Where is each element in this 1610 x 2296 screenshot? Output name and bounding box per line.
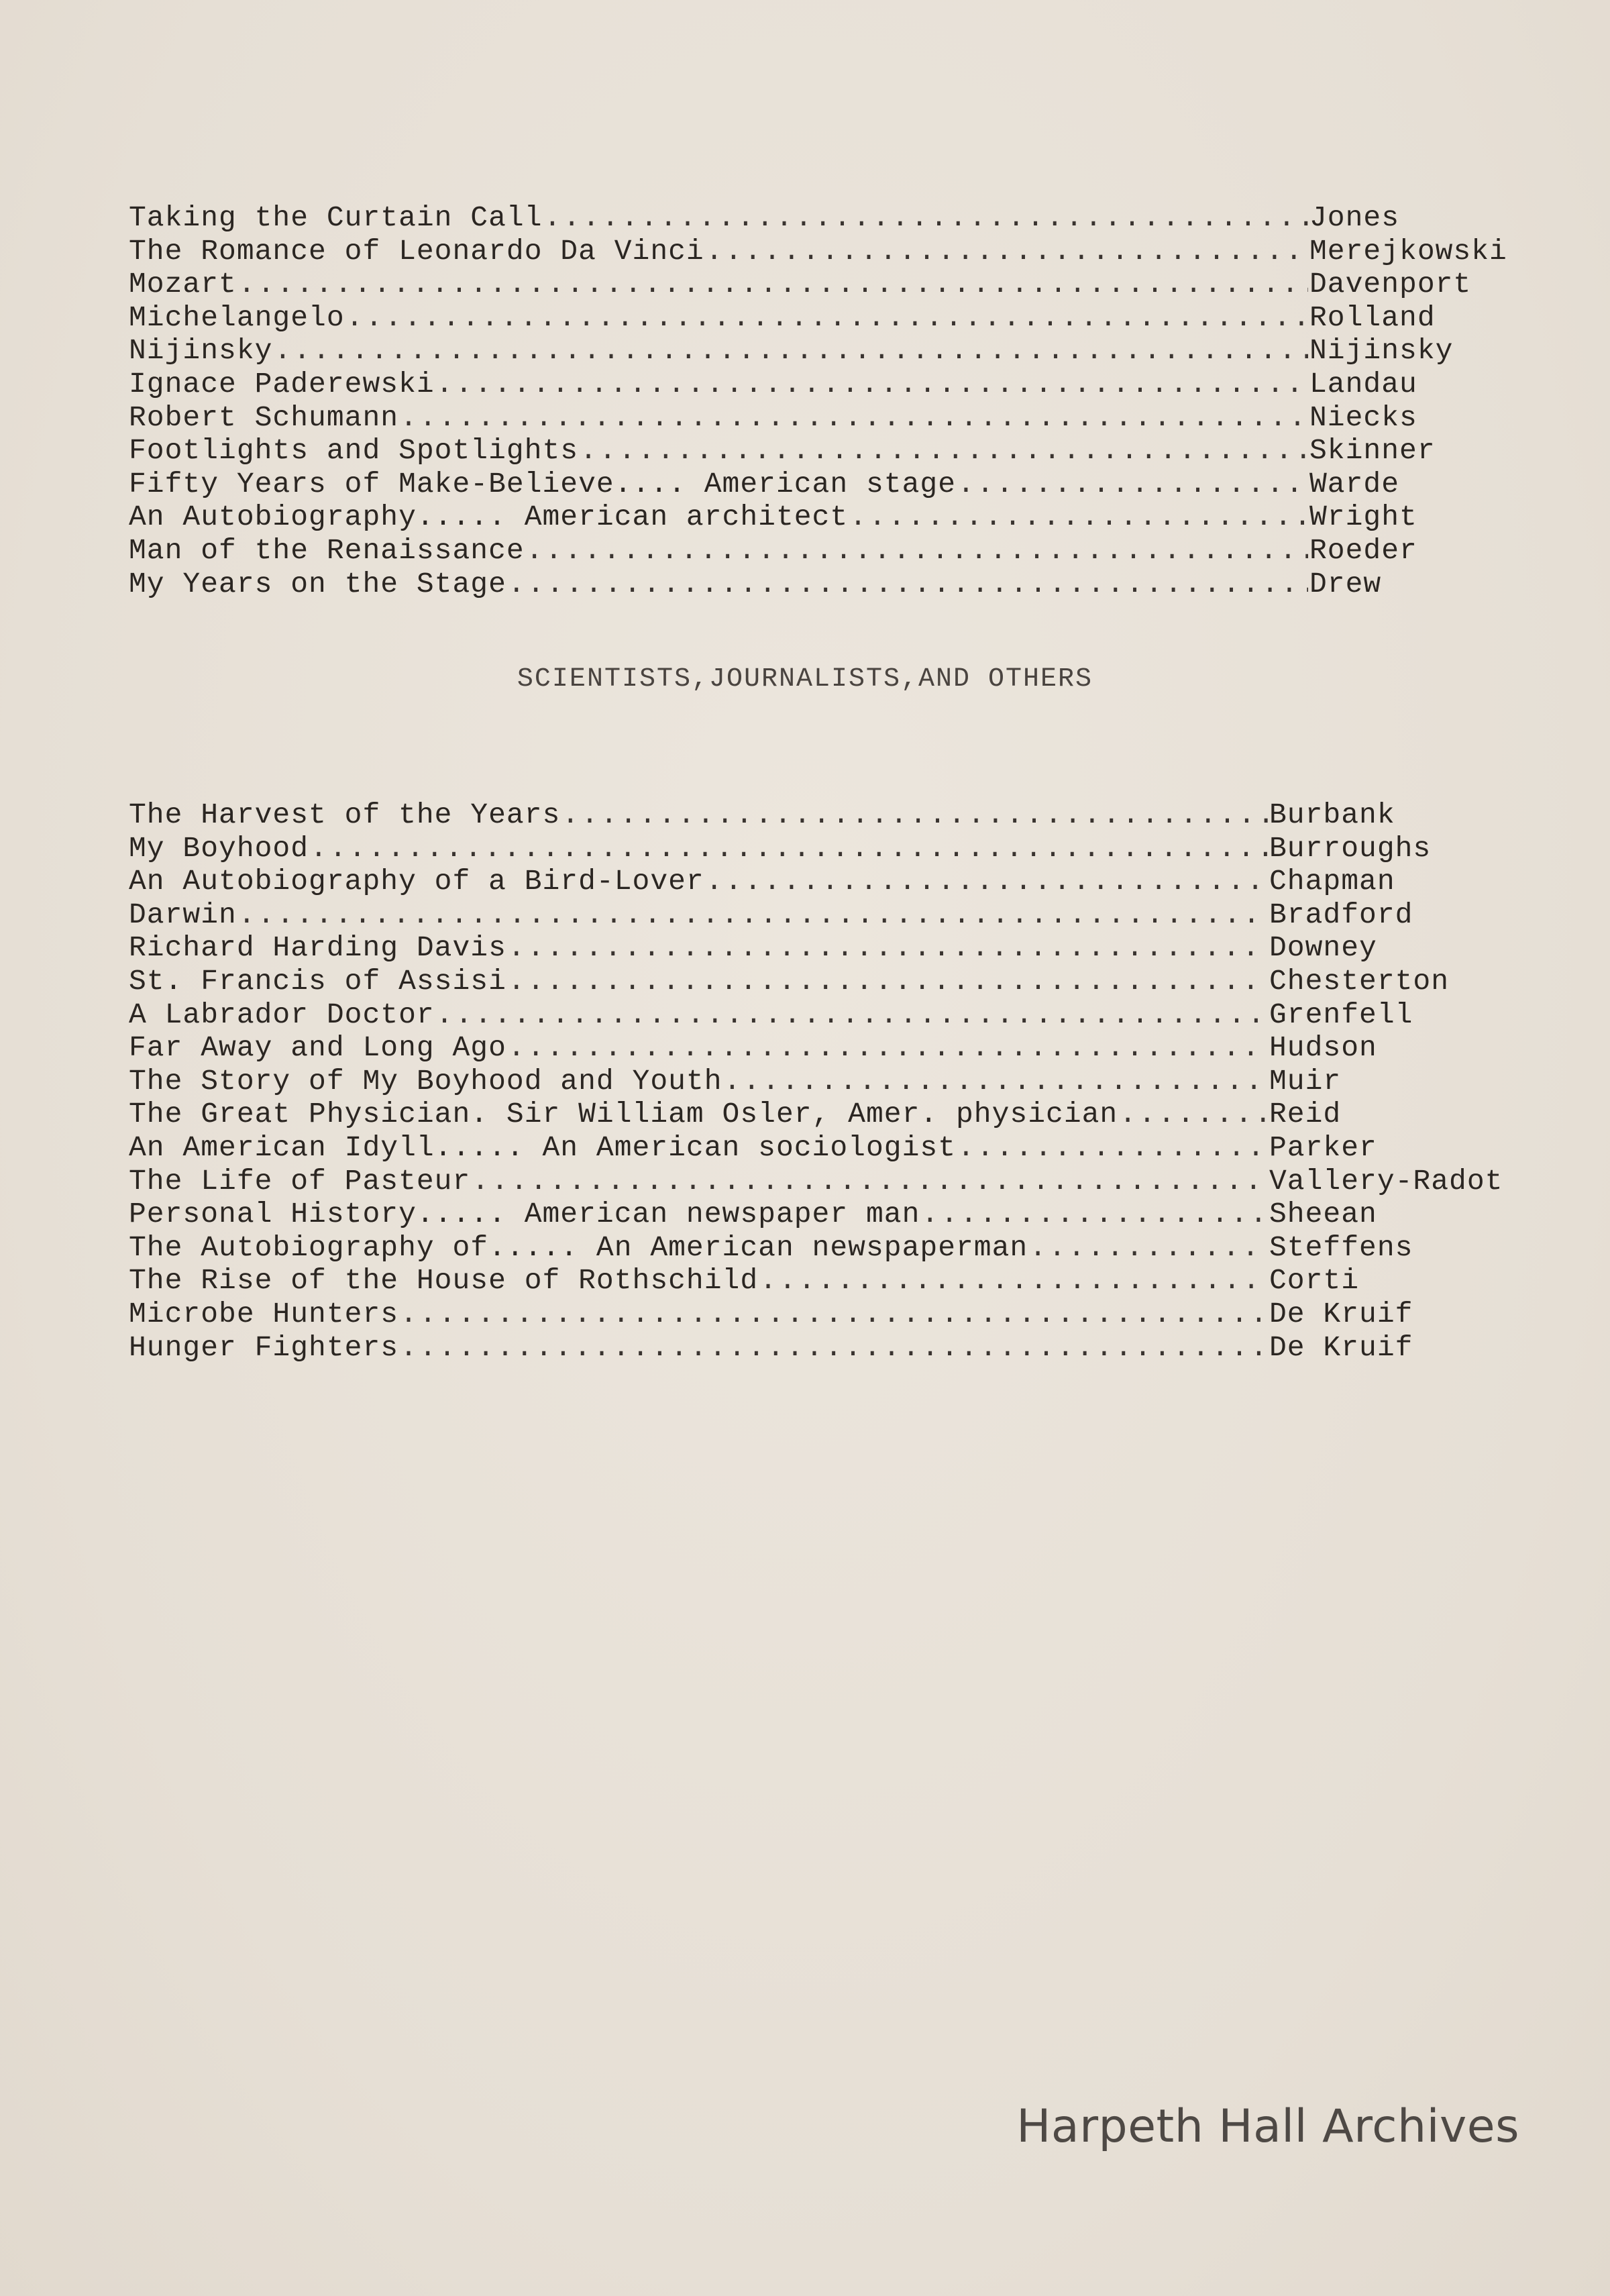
list-item xyxy=(129,368,1531,401)
list-item xyxy=(129,1264,1531,1298)
leader-dots xyxy=(921,1198,1268,1231)
book-author: Merejkowski xyxy=(1309,234,1507,268)
leader-dots xyxy=(759,1264,1268,1297)
book-title: An Autobiography..... American architect xyxy=(129,501,849,534)
book-title: The Harvest of the Years xyxy=(129,798,561,831)
book-author: Grenfell xyxy=(1269,998,1413,1031)
book-title: The Great Physician. Sir William Osler, Amer. physician xyxy=(129,1098,1118,1131)
book-author: Muir xyxy=(1269,1064,1342,1098)
book-author: De Kruif xyxy=(1269,1330,1413,1364)
book-title: Darwin xyxy=(129,898,237,931)
book-title: The Autobiography of..... An American newspaperman xyxy=(129,1231,1028,1264)
book-title: The Romance of Leonardo Da Vinci xyxy=(129,234,704,268)
book-title: Robert Schumann xyxy=(129,401,399,434)
leader-dots xyxy=(580,434,1308,467)
list-item xyxy=(129,832,1531,866)
list-item xyxy=(129,501,1531,534)
book-title: My Years on the Stage xyxy=(129,567,506,601)
leader-dots xyxy=(706,865,1268,898)
leader-dots xyxy=(526,534,1308,567)
book-author: Vallery-Radot xyxy=(1269,1164,1503,1198)
leader-dots xyxy=(508,965,1268,998)
book-title: Hunger Fighters xyxy=(129,1330,399,1364)
list-item xyxy=(129,865,1531,898)
list-item xyxy=(129,301,1531,335)
leader-dots xyxy=(346,301,1308,334)
leader-dots xyxy=(957,1131,1268,1164)
leader-dots xyxy=(400,1331,1268,1364)
list-item xyxy=(129,334,1531,368)
list-item xyxy=(129,965,1531,998)
book-title: The Life of Pasteur xyxy=(129,1164,471,1198)
leader-dots xyxy=(508,1031,1268,1064)
leader-dots xyxy=(274,334,1308,367)
book-title: Far Away and Long Ago xyxy=(129,1031,506,1065)
book-title: Mozart xyxy=(129,268,237,301)
book-title: An American Idyll..... An American sociologist xyxy=(129,1131,956,1164)
book-title: The Story of My Boyhood and Youth xyxy=(129,1064,722,1098)
book-author: Steffens xyxy=(1269,1231,1413,1264)
book-list-arts xyxy=(129,201,1531,601)
list-item xyxy=(129,898,1531,932)
book-author: Reid xyxy=(1269,1098,1342,1131)
list-item xyxy=(129,931,1531,965)
book-author: Roeder xyxy=(1309,533,1417,567)
leader-dots xyxy=(238,268,1308,301)
book-author: Drew xyxy=(1309,567,1382,601)
leader-dots xyxy=(400,1298,1268,1330)
list-item xyxy=(129,568,1531,601)
list-item xyxy=(129,1065,1531,1098)
book-author: Hudson xyxy=(1269,1031,1377,1065)
list-item xyxy=(129,1131,1531,1165)
book-author: Parker xyxy=(1269,1131,1377,1164)
book-title: An Autobiography of a Bird-Lover xyxy=(129,865,704,898)
book-title: St. Francis of Assisi xyxy=(129,964,506,998)
leader-dots xyxy=(310,832,1268,865)
leader-dots xyxy=(238,898,1268,931)
leader-dots xyxy=(472,1165,1268,1198)
book-author: Jones xyxy=(1309,201,1400,234)
book-list-scientists xyxy=(129,798,1531,1364)
book-author: Downey xyxy=(1269,931,1377,965)
list-item xyxy=(129,434,1531,468)
leader-dots xyxy=(706,235,1308,268)
list-item xyxy=(129,798,1531,832)
book-title: Footlights and Spotlights xyxy=(129,434,579,468)
leader-dots xyxy=(1029,1231,1268,1264)
list-item xyxy=(129,468,1531,501)
leader-dots xyxy=(849,501,1308,533)
list-item xyxy=(129,1198,1531,1231)
leader-dots xyxy=(436,368,1308,401)
leader-dots xyxy=(508,568,1308,601)
list-item xyxy=(129,268,1531,301)
book-author: De Kruif xyxy=(1269,1297,1413,1330)
book-title: Personal History..... American newspaper man xyxy=(129,1198,920,1231)
archive-watermark: Harpeth Hall Archives xyxy=(1016,2100,1519,2153)
leader-dots xyxy=(400,401,1308,434)
book-title: Nijinsky xyxy=(129,334,273,368)
list-item xyxy=(129,1331,1531,1365)
leader-dots xyxy=(544,201,1309,234)
list-item xyxy=(129,1231,1531,1265)
book-title: Michelangelo xyxy=(129,301,345,334)
list-item xyxy=(129,401,1531,435)
book-title: Richard Harding Davis xyxy=(129,931,506,965)
book-author: Rolland xyxy=(1309,301,1436,334)
book-author: Burbank xyxy=(1269,798,1395,831)
leader-dots xyxy=(436,998,1268,1031)
book-author: Corti xyxy=(1269,1264,1360,1298)
leader-dots xyxy=(724,1065,1268,1098)
list-item xyxy=(129,235,1531,268)
list-item xyxy=(129,1298,1531,1331)
leader-dots xyxy=(508,931,1268,964)
leader-dots xyxy=(561,798,1268,831)
book-title: The Rise of the House of Rothschild xyxy=(129,1264,759,1298)
list-item xyxy=(129,534,1531,568)
book-title: My Boyhood xyxy=(129,831,309,865)
book-author: Skinner xyxy=(1309,434,1436,468)
book-author: Nijinsky xyxy=(1309,334,1454,368)
list-item xyxy=(129,201,1531,235)
section-heading: SCIENTISTS,JOURNALISTS,AND OTHERS xyxy=(517,664,1093,694)
book-author: Chesterton xyxy=(1269,964,1450,998)
book-author: Wright xyxy=(1309,501,1417,534)
list-item xyxy=(129,1031,1531,1065)
leader-dots xyxy=(1119,1098,1268,1131)
book-title: A Labrador Doctor xyxy=(129,998,435,1031)
book-title: Taking the Curtain Call xyxy=(129,201,543,234)
leader-dots xyxy=(957,468,1308,501)
list-item xyxy=(129,1165,1531,1198)
book-author: Bradford xyxy=(1269,898,1413,931)
book-author: Landau xyxy=(1309,367,1417,401)
list-item xyxy=(129,998,1531,1032)
book-author: Davenport xyxy=(1309,268,1472,301)
book-author: Niecks xyxy=(1309,401,1417,434)
book-author: Chapman xyxy=(1269,865,1395,898)
book-author: Warde xyxy=(1309,467,1400,501)
book-title: Ignace Paderewski xyxy=(129,367,435,401)
book-title: Microbe Hunters xyxy=(129,1297,399,1330)
book-author: Burroughs xyxy=(1269,831,1432,865)
book-title: Man of the Renaissance xyxy=(129,533,525,567)
list-item xyxy=(129,1098,1531,1131)
book-author: Sheean xyxy=(1269,1198,1377,1231)
book-title: Fifty Years of Make-Believe.... American stage xyxy=(129,467,956,501)
